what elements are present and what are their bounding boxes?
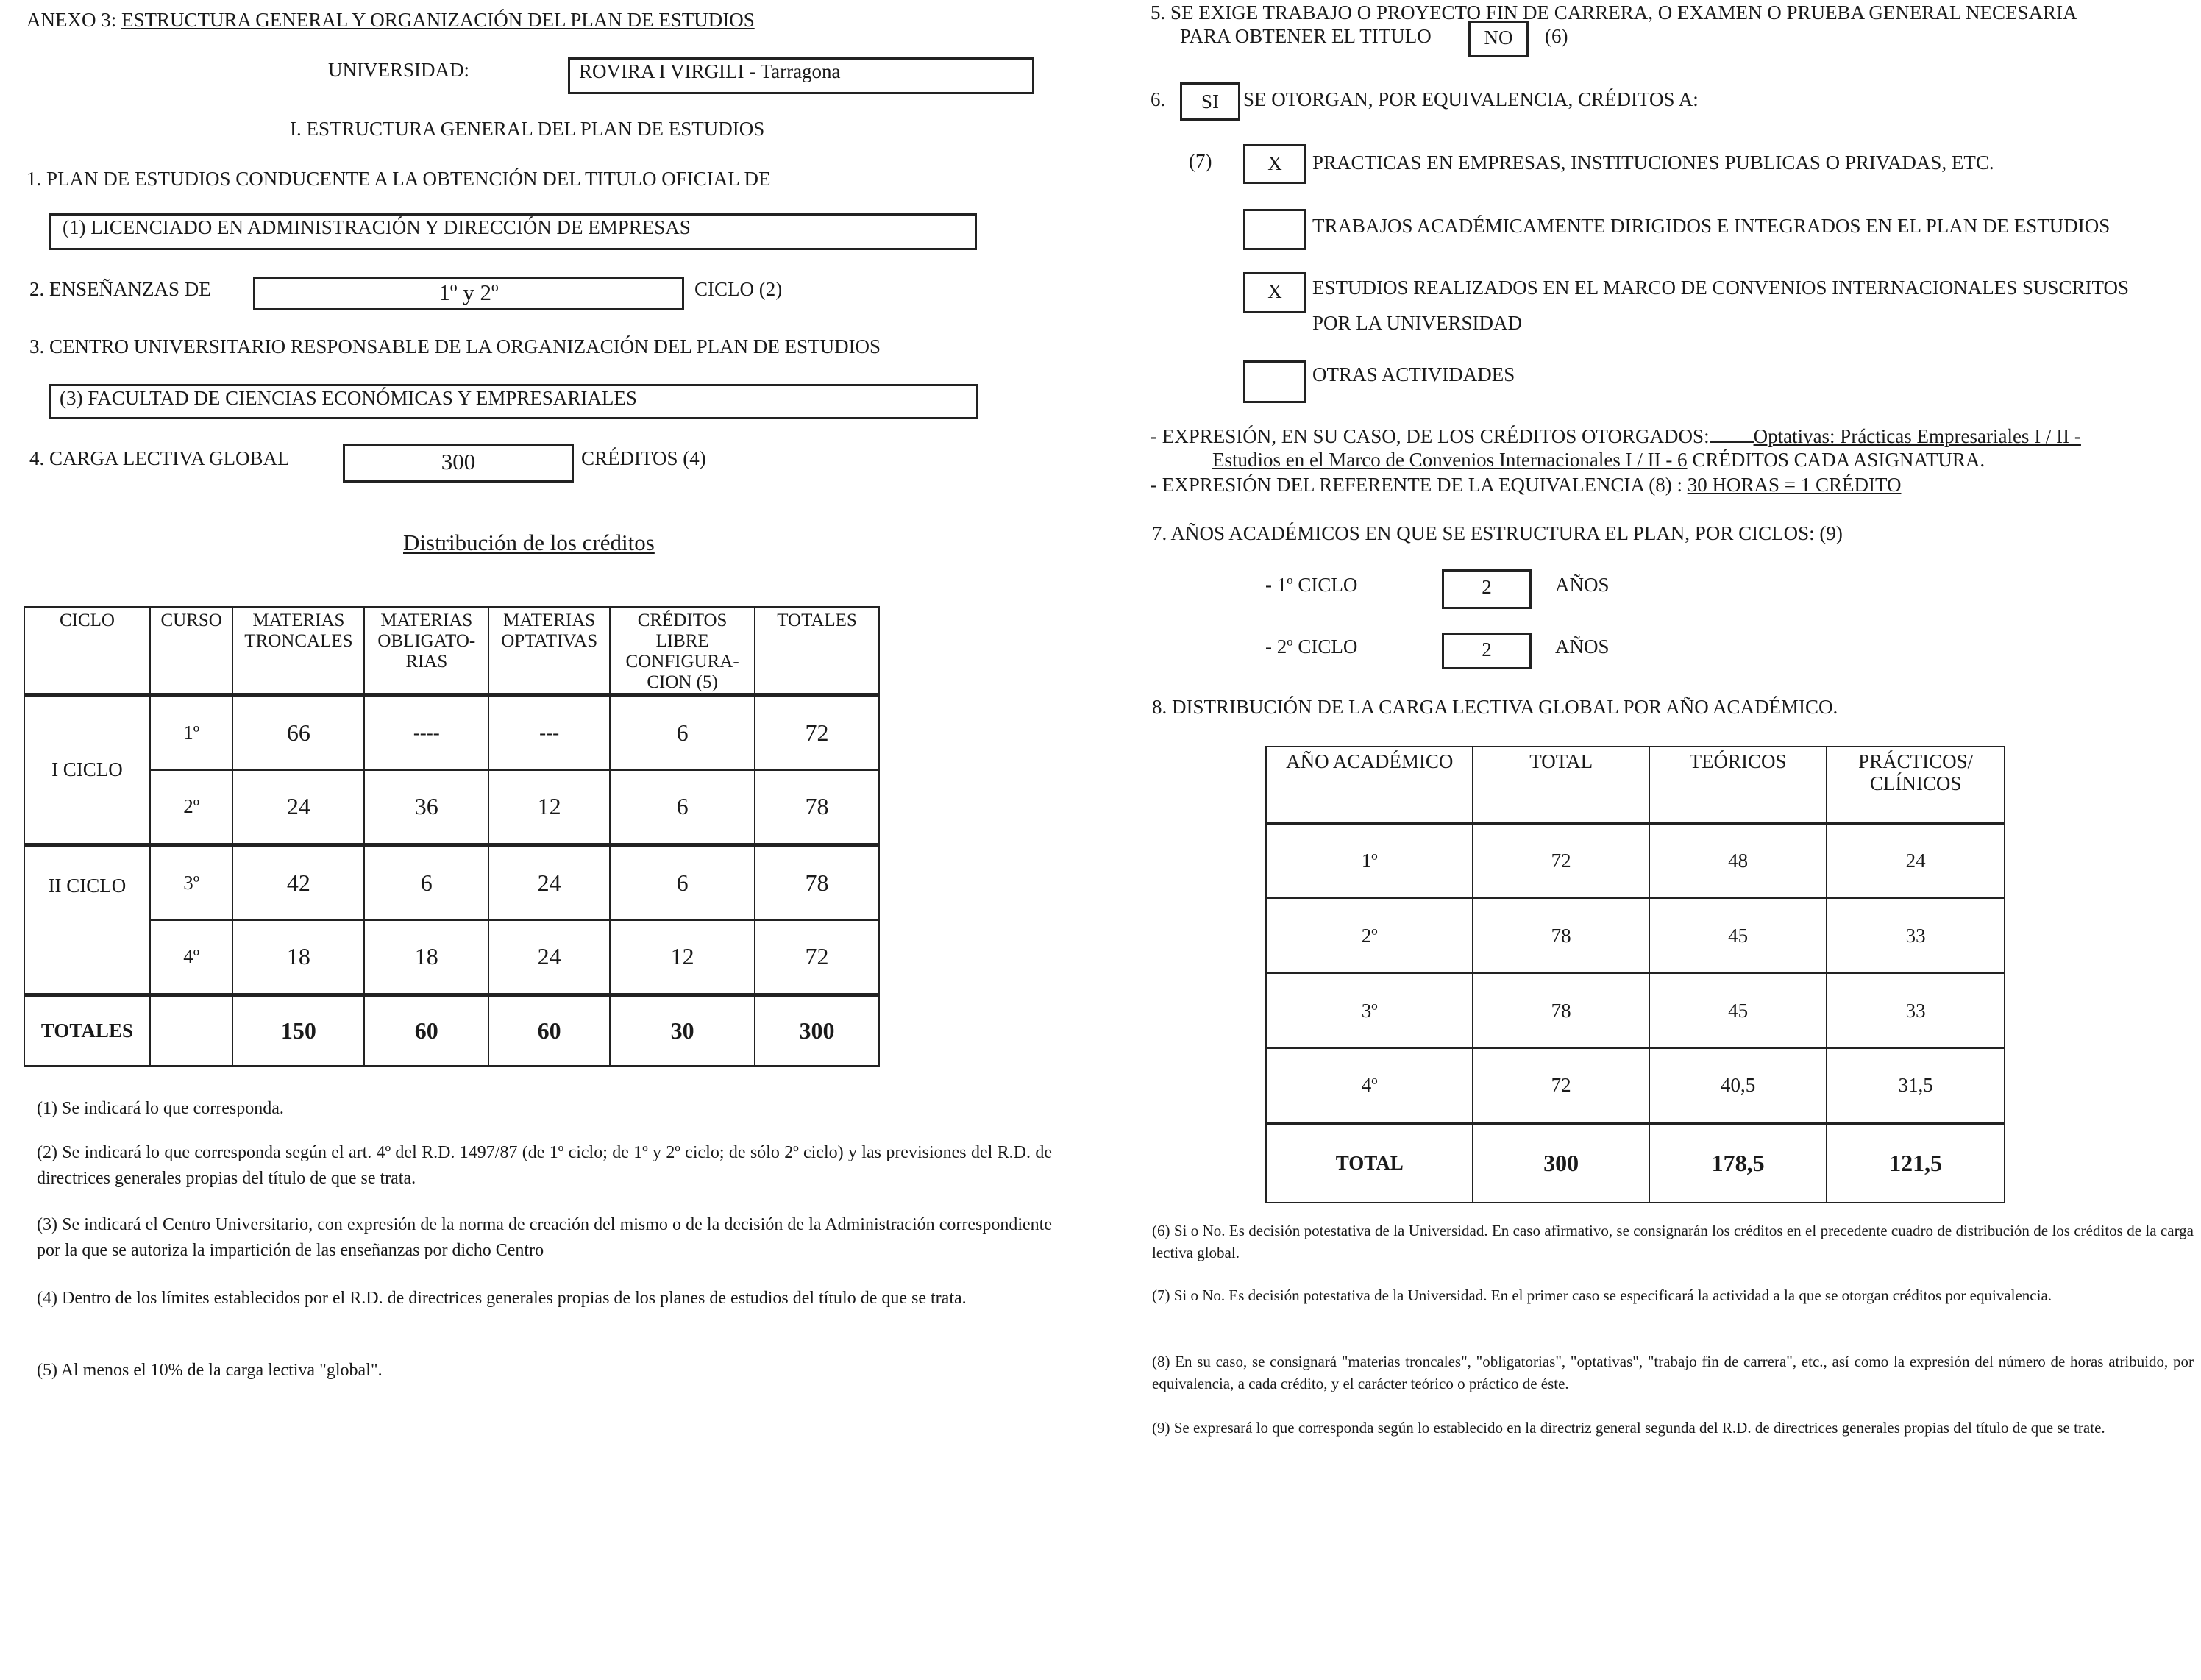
table-cell: 45 (1649, 898, 1827, 973)
total-cell: 178,5 (1649, 1123, 1827, 1203)
table-cell: 78 (755, 770, 879, 845)
table-cell: 18 (232, 920, 364, 995)
table-cell: 3º (150, 845, 233, 920)
otras-checkbox (1243, 360, 1306, 403)
table-header-row (24, 607, 879, 695)
distribucion-title: Distribución de los créditos (403, 530, 655, 555)
ciclo-cell: I CICLO (24, 695, 150, 845)
expr1-underline (1710, 441, 1754, 443)
table-row (1266, 823, 2005, 898)
anexo-heading (26, 9, 755, 32)
q6-note-ref: (7) (1189, 150, 1212, 172)
otras-label: OTRAS ACTIVIDADES (1312, 363, 1515, 385)
table-cell: 4º (150, 920, 233, 995)
convenios-label-2: POR LA UNIVERSIDAD (1312, 312, 1523, 334)
section1-title: I. ESTRUCTURA GENERAL DEL PLAN DE ESTUDIOS (290, 118, 765, 140)
total-cell: 300 (1473, 1123, 1649, 1203)
expr1-line2 (1212, 449, 1985, 471)
table-row (1266, 1048, 2005, 1123)
table-cell: 1º (150, 695, 233, 770)
total-cell: 30 (610, 995, 755, 1066)
table-cell: 72 (1473, 1048, 1649, 1123)
header-cell: MATERIAS OPTATIVAS (488, 607, 610, 695)
expr2-line (1151, 474, 1901, 496)
q2-label: 2. ENSEÑANZAS DE (29, 278, 211, 300)
note-7: (7) Si o No. Es decisión potestativa de la Universidad. En el primer caso se especificará la actividad a la que se otorgan créditos por equivalencia. (1152, 1286, 2052, 1304)
ciclo2-label: - 2º CICLO (1265, 636, 1358, 658)
convenios-checkbox: X (1243, 272, 1306, 313)
table-row (1266, 973, 2005, 1048)
expr2-label: - EXPRESIÓN DEL REFERENTE DE LA EQUIVALENCIA (8) : (1151, 474, 1682, 496)
q5-line2: PARA OBTENER EL TITULO (1180, 25, 1432, 47)
note-3: (3) Se indicará el Centro Universitario, con expresión de la norma de creación del mismo o de la decisión de la Administración correspondiente por la que se autoriza la impartición de las enseñanzas por dicho Centro (37, 1215, 1052, 1260)
trabajos-checkbox (1243, 209, 1306, 250)
table-cell: 12 (488, 770, 610, 845)
header-cell: CRÉDITOS LIBRE CONFIGURA- CION (5) (610, 607, 755, 695)
total-cell: 150 (232, 995, 364, 1066)
q6-number: 6. (1151, 88, 1166, 110)
practicas-label: PRACTICAS EN EMPRESAS, INSTITUCIONES PUBLICAS O PRIVADAS, ETC. (1312, 152, 1994, 174)
table-cell: 78 (755, 845, 879, 920)
table-cell: 72 (1473, 823, 1649, 898)
totals-label: TOTAL (1266, 1123, 1473, 1203)
note-9: (9) Se expresará lo que corresponda según lo establecido en la directriz general segunda del R.D. de directrices generales propias del título de que se trate. (1152, 1419, 2105, 1437)
note-2: (2) Se indicará lo que corresponda según el art. 4º del R.D. 1497/87 (de 1º ciclo; de 1º y 2º ciclo; de sólo 2º ciclo) y las previsiones del R.D. de directrices generales propias del título de que se trata. (37, 1143, 1052, 1188)
header-cell: TEÓRICOS (1649, 747, 1827, 823)
header-cell: PRÁCTICOS/ CLÍNICOS (1827, 747, 2005, 823)
table-cell: 24 (488, 845, 610, 920)
ciclo1-years: 2 (1442, 569, 1532, 609)
header-cell: TOTAL (1473, 747, 1649, 823)
table-cell: 6 (610, 770, 755, 845)
table-cell: 2º (150, 770, 233, 845)
table-cell: 3º (1266, 973, 1473, 1048)
anexo-title: ESTRUCTURA GENERAL Y ORGANIZACIÓN DEL PLAN DE ESTUDIOS (121, 9, 755, 31)
totals-row (1266, 1123, 2005, 1203)
totals-row (24, 995, 879, 1066)
table-cell: 24 (488, 920, 610, 995)
ciclo2-unit: AÑOS (1555, 636, 1610, 658)
expr2-value: 30 HORAS = 1 CRÉDITO (1687, 474, 1902, 496)
table-cell: 33 (1827, 973, 2005, 1048)
total-cell: 121,5 (1827, 1123, 2005, 1203)
ciclo2-years: 2 (1442, 633, 1532, 669)
universidad-label: UNIVERSIDAD: (328, 59, 469, 81)
table-cell: 2º (1266, 898, 1473, 973)
note-6: (6) Si o No. Es decisión potestativa de la Universidad. En caso afirmativo, se consignarán los créditos en el precedente cuadro de distribución de los créditos de la carga lectiva global. (1152, 1222, 2194, 1262)
table-cell: 12 (610, 920, 755, 995)
proyecto-field: NO (1468, 21, 1529, 57)
table-cell: 6 (610, 695, 755, 770)
table-cell: 36 (364, 770, 488, 845)
note-1: (1) Se indicará lo que corresponda. (37, 1099, 284, 1118)
q2-suffix: CICLO (2) (694, 278, 783, 300)
distribucion-table (24, 606, 880, 1067)
table-row (24, 770, 879, 845)
titulo-field: (1) LICENCIADO EN ADMINISTRACIÓN Y DIRECCIÓN DE EMPRESAS (49, 213, 977, 250)
table-cell (150, 995, 233, 1066)
ciclo-cell: II CICLO (24, 845, 150, 995)
total-cell: 300 (755, 995, 879, 1066)
table-cell: 78 (1473, 898, 1649, 973)
expr1-suffix: CRÉDITOS CADA ASIGNATURA. (1692, 449, 1985, 471)
q5-line1: 5. SE EXIGE TRABAJO O PROYECTO FIN DE CARRERA, O EXAMEN O PRUEBA GENERAL NECESARIA (1151, 1, 2077, 24)
q5-note: (6) (1545, 25, 1568, 47)
table-cell: 6 (364, 845, 488, 920)
note-8: (8) En su caso, se consignará "materias troncales", "obligatorias", "optativas", "trabajo fin de carrera", etc., así como la expresión del número de horas atribuido, por equivalencia, a cada crédito, y el carácter teórico o práctico de éste. (1152, 1353, 2194, 1393)
table-cell: 42 (232, 845, 364, 920)
note-4: (4) Dentro de los límites establecidos por el R.D. de directrices generales propias de los planes de estudios del título de que se trata. (37, 1289, 967, 1308)
table-cell: 6 (610, 845, 755, 920)
expr1-line (1151, 425, 2081, 448)
trabajos-label: TRABAJOS ACADÉMICAMENTE DIRIGIDOS E INTEGRADOS EN EL PLAN DE ESTUDIOS (1312, 215, 2111, 237)
table-cell: 31,5 (1827, 1048, 2005, 1123)
table-cell: --- (488, 695, 610, 770)
table-cell: 24 (1827, 823, 2005, 898)
anexo-prefix: ANEXO 3: (26, 9, 121, 31)
q3-label: 3. CENTRO UNIVERSITARIO RESPONSABLE DE LA ORGANIZACIÓN DEL PLAN DE ESTUDIOS (29, 335, 881, 357)
header-cell: TOTALES (755, 607, 879, 695)
header-cell: CURSO (150, 607, 233, 695)
table-cell: 24 (232, 770, 364, 845)
table-row (24, 845, 879, 920)
total-cell: 60 (488, 995, 610, 1066)
table-cell: 33 (1827, 898, 2005, 973)
total-cell: 60 (364, 995, 488, 1066)
table-cell: 72 (755, 920, 879, 995)
table-cell: 4º (1266, 1048, 1473, 1123)
expr1-value-a: Optativas: Prácticas Empresariales I / II - (1753, 425, 2081, 447)
totals-label: TOTALES (24, 995, 150, 1066)
table-cell: ---- (364, 695, 488, 770)
carga-field: 300 (343, 444, 574, 483)
ciclo1-unit: AÑOS (1555, 574, 1610, 596)
table-cell: 72 (755, 695, 879, 770)
q4-label: 4. CARGA LECTIVA GLOBAL (29, 447, 290, 469)
q6-text: SE OTORGAN, POR EQUIVALENCIA, CRÉDITOS A: (1243, 88, 1699, 110)
ciclo-field: 1º y 2º (253, 277, 684, 310)
carga-table (1265, 746, 2005, 1203)
q8-title: 8. DISTRIBUCIÓN DE LA CARGA LECTIVA GLOBAL POR AÑO ACADÉMICO. (1152, 696, 1838, 718)
q1-label: 1. PLAN DE ESTUDIOS CONDUCENTE A LA OBTENCIÓN DEL TITULO OFICIAL DE (26, 168, 771, 190)
expr1-value-b: Estudios en el Marco de Convenios Internacionales I / II - 6 (1212, 449, 1688, 471)
centro-field: (3) FACULTAD DE CIENCIAS ECONÓMICAS Y EMPRESARIALES (49, 384, 978, 419)
expr1-label: - EXPRESIÓN, EN SU CASO, DE LOS CRÉDITOS OTORGADOS: (1151, 425, 1710, 447)
table-header-row (1266, 747, 2005, 823)
header-cell: MATERIAS TRONCALES (232, 607, 364, 695)
ciclo1-label: - 1º CICLO (1265, 574, 1358, 596)
table-cell: 18 (364, 920, 488, 995)
table-cell: 48 (1649, 823, 1827, 898)
convenios-label: ESTUDIOS REALIZADOS EN EL MARCO DE CONVENIOS INTERNACIONALES SUSCRITOS (1312, 277, 2130, 299)
note-5: (5) Al menos el 10% de la carga lectiva "global". (37, 1361, 383, 1380)
table-row (24, 920, 879, 995)
header-cell: MATERIAS OBLIGATO- RIAS (364, 607, 488, 695)
table-cell: 45 (1649, 973, 1827, 1048)
q7-title: 7. AÑOS ACADÉMICOS EN QUE SE ESTRUCTURA EL PLAN, POR CICLOS: (9) (1152, 522, 1843, 544)
header-cell: AÑO ACADÉMICO (1266, 747, 1473, 823)
table-cell: 1º (1266, 823, 1473, 898)
table-cell: 78 (1473, 973, 1649, 1048)
table-cell: 66 (232, 695, 364, 770)
practicas-checkbox: X (1243, 144, 1306, 184)
equivalencia-field: SI (1180, 82, 1240, 121)
q4-suffix: CRÉDITOS (4) (581, 447, 706, 469)
universidad-field: ROVIRA I VIRGILI - Tarragona (568, 57, 1034, 94)
header-cell: CICLO (24, 607, 150, 695)
table-cell: 40,5 (1649, 1048, 1827, 1123)
table-row (1266, 898, 2005, 973)
table-row (24, 695, 879, 770)
